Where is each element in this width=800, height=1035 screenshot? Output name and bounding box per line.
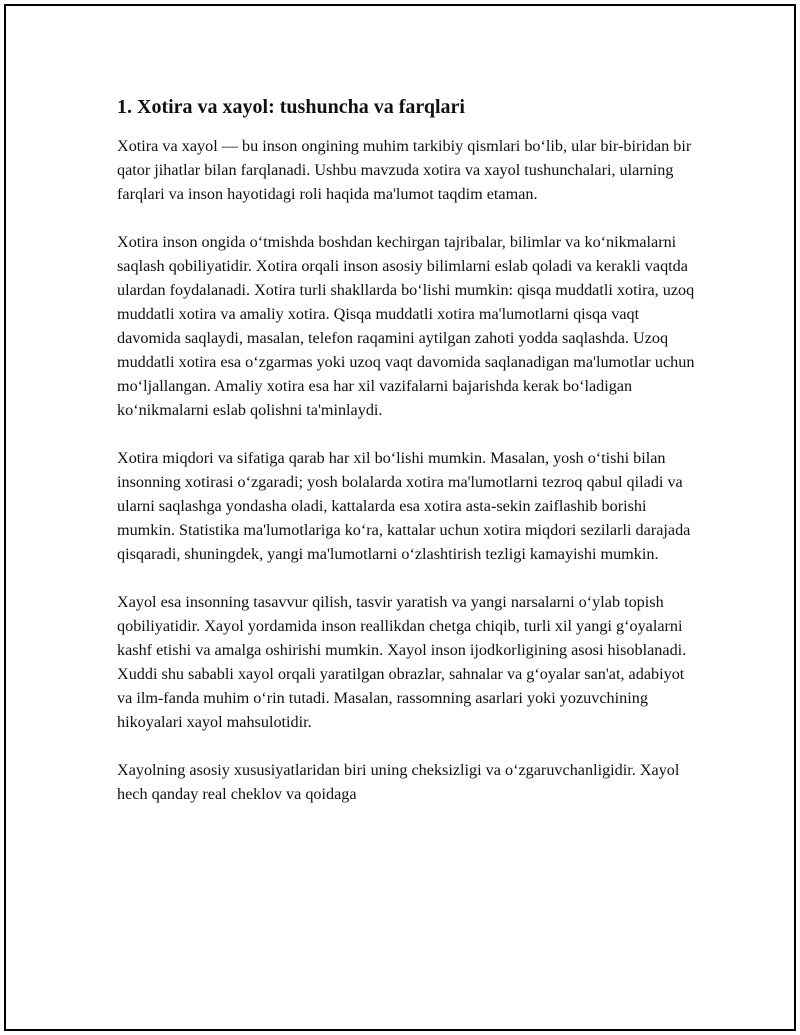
- paragraph-memory-definition: Xotira inson ongida o‘tmishda boshdan kechirgan tajribalar, bilimlar va ko‘nikmalarni saqlash qobiliyatidir. Xotira orqali inson asosiy bilimlarni eslab qoladi va kerakli vaqtda ulardan foydalanadi. Xotira turli shakllarda bo‘lishi mumkin: qisqa muddatli xotira, uzoq muddatli xotira va amaliy xotira. Qisqa muddatli xotira ma'lumotlarni qisqa vaqt davomida saqlaydi, masalan, telefon raqamini aytilgan zahoti yodda saqlashda. Uzoq muddatli xotira esa o‘zgarmas yoki uzoq vaqt davomida saqlanadigan ma'lumotlar uchun mo‘ljallangan. Amaliy xotira esa har xil vazifalarni bajarishda kerak bo‘ladigan ko‘nikmalarni eslab qolishni ta'minlaydi.: [117, 233, 695, 419]
- paragraph-imagination-features: Xayolning asosiy xususiyatlaridan biri uning cheksizligi va o‘zgaruvchanligidir. Xayol hech qanday real cheklov va qoidaga: [117, 761, 680, 803]
- paragraph-imagination-definition: Xayol esa insonning tasavvur qilish, tasvir yaratish va yangi narsalarni o‘ylab topish qobiliyatidir. Xayol yordamida inson reallikdan chetga chiqib, turli xil yangi g‘oyalarni kashf etishi va amalga oshirishi mumkin. Xayol inson ijodkorligining asosi hisoblanadi. Xuddi shu sababli xayol orqali yaratilgan obrazlar, sahnalar va g‘oyalar san'at, adabiyot va ilm-fanda muhim o‘rin tutadi. Masalan, rassomning asarlari yoki yozuvchining hikoyalari xayol mahsulotidir.: [117, 593, 687, 731]
- section-heading: 1. Xotira va xayol: tushuncha va farqlari: [117, 96, 465, 118]
- paragraph-memory-variation: Xotira miqdori va sifatiga qarab har xil bo‘lishi mumkin. Masalan, yosh o‘tishi bilan insonning xotirasi o‘zgaradi; yosh bolalarda xotira ma'lumotlarni tezroq qabul qiladi va ularni saqlashga yondasha oladi, kattalarda esa xotira asta-sekin zaiflashib borishi mumkin. Statistika ma'lumotlariga ko‘ra, kattalar uchun xotira miqdori sezilarli darajada qisqaradi, shuningdek, yangi ma'lumotlarni o‘zlashtirish tezligi kamayishi mumkin.: [117, 449, 691, 563]
- paragraph-intro: Xotira va xayol — bu inson ongining muhim tarkibiy qismlari bo‘lib, ular bir-biridan bir qator jihatlar bilan farqlanadi. Ushbu mavzuda xotira va xayol tushunchalari, ularning farqlari va inson hayotidagi roli haqida ma'lumot taqdim etaman.: [117, 137, 692, 203]
- document-body: [117, 94, 697, 830]
